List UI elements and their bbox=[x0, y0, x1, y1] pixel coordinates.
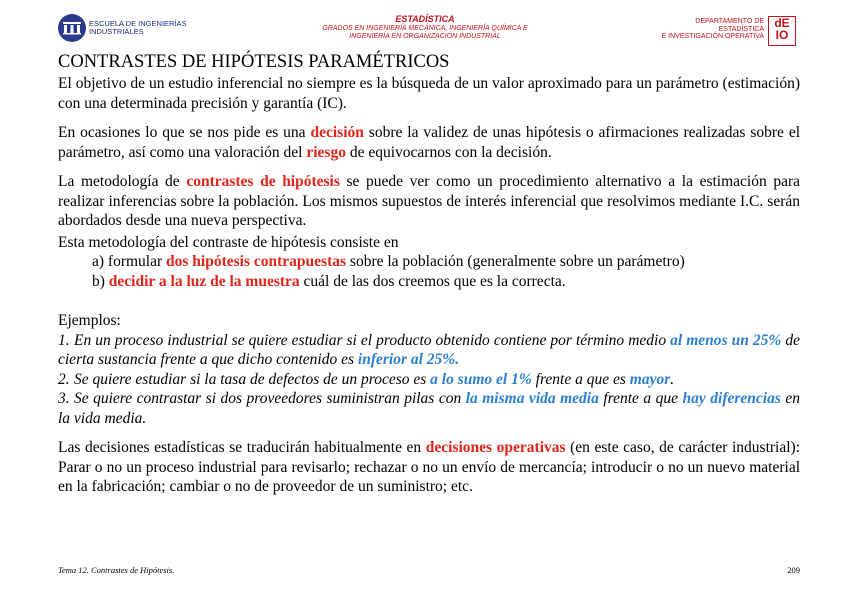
department-logo-top: dE bbox=[774, 16, 790, 30]
example-3: 3. Se quiere contrastar si dos proveedores suministran pilas con la misma vida media frente a que hay diferencias en la vida media. bbox=[58, 390, 800, 427]
school-name-line2: INDUSTRIALES bbox=[89, 27, 144, 36]
department-name bbox=[648, 18, 764, 41]
school-name bbox=[89, 20, 187, 36]
highlight-decision: decisión bbox=[310, 124, 364, 141]
highlight-greater: mayor bbox=[629, 370, 671, 388]
highlight-same-mean-life: la misma vida media bbox=[465, 390, 599, 407]
department-line1: DEPARTAMENTO DE ESTADÍSTICA bbox=[695, 18, 764, 33]
highlight-risk: riesgo bbox=[306, 143, 346, 161]
school-logo bbox=[58, 14, 187, 42]
examples-heading: Ejemplos: bbox=[58, 312, 121, 329]
school-name-line1: ESCUELA DE INGENIERÍAS bbox=[89, 19, 187, 28]
paragraph-steps-intro: Esta metodología del contraste de hipótesis consiste en bbox=[58, 233, 399, 251]
department-logo bbox=[768, 16, 796, 46]
paragraph-decision: En ocasiones lo que se nos pide es una decisión sobre la validez de unas hipótesis o afirmaciones realizadas sobre el parámetro, así como una valoración del riesgo de equivocarnos con la decisión. bbox=[58, 124, 801, 161]
step-a: a) formular dos hipótesis contrapuestas sobre la población (generalmente sobre un parámetro) bbox=[92, 253, 685, 270]
paragraph-operational-decisions: Las decisiones estadísticas se traducirán habitualmente en decisiones operativas (en este caso, de carácter industrial): Parar o no un proceso industrial para revisarlo; rechazar o no un envío de mercancía; introducir o no un nuevo material en la fabricación; cambiar o no de proveedor de un suministro; etc. bbox=[58, 439, 801, 495]
paragraph-objective: El objetivo de un estudio inferencial no siempre es la búsqueda de un valor aproximado para un parámetro (estimación) con una determinada precisión y garantía (IC). bbox=[58, 75, 800, 112]
highlight-two-hypotheses: dos hipótesis contrapuestas bbox=[166, 253, 347, 270]
highlight-at-least-25: al menos un 25% bbox=[670, 331, 782, 349]
degrees-line1: GRADOS EN INGENIERÍA MECÁNICA, INGENIERÍA QUÍMICA E bbox=[322, 25, 528, 32]
highlight-differences: hay diferencias bbox=[682, 390, 781, 407]
page-header bbox=[0, 0, 848, 48]
footer-topic: Tema 12. Contrastes de Hipótesis. bbox=[58, 565, 175, 575]
slide-body bbox=[58, 74, 800, 497]
highlight-decide-sample: decidir a la luz de la muestra bbox=[108, 272, 300, 290]
highlight-at-most-1: a lo sumo el 1% bbox=[430, 370, 532, 388]
degrees-line2: INGENIERÍA EN ORGANIZACIÓN INDUSTRIAL bbox=[349, 33, 501, 40]
course-title: ESTADÍSTICA bbox=[395, 14, 455, 24]
department-line2: E INVESTIGACIÓN OPERATIVA bbox=[661, 33, 764, 40]
highlight-hypothesis-tests: contrastes de hipótesis bbox=[186, 173, 340, 190]
example-2: 2. Se quiere estudiar si la tasa de defectos de un proceso es a lo sumo el 1% frente a que es mayor. bbox=[58, 370, 675, 388]
paragraph-methodology: La metodología de contrastes de hipótesis se puede ver como un procedimiento alternativo a la estimación para realizar inferencias sobre la población. Los mismos supuestos de interés inferencial que resolvimos mediante I.C. serán abordados desde una nueva perspectiva. bbox=[58, 173, 800, 229]
department-logo-bottom: IO bbox=[775, 28, 789, 42]
highlight-below-25: inferior al 25%. bbox=[357, 351, 460, 368]
page-title: CONTRASTES DE HIPÓTESIS PARAMÉTRICOS bbox=[58, 52, 450, 72]
school-emblem-icon bbox=[58, 14, 86, 42]
step-b: b) decidir a la luz de la muestra cuál de las dos creemos que es la correcta. bbox=[92, 272, 566, 290]
course-header bbox=[270, 14, 580, 41]
page-number: 209 bbox=[787, 565, 800, 575]
example-1: 1. En un proceso industrial se quiere estudiar si el producto obtenido contiene por término medio al menos un 25% de cierta sustancia frente a que dicho contenido es inferior al 25%. bbox=[58, 331, 800, 368]
highlight-operational-decisions: decisiones operativas bbox=[425, 439, 566, 456]
